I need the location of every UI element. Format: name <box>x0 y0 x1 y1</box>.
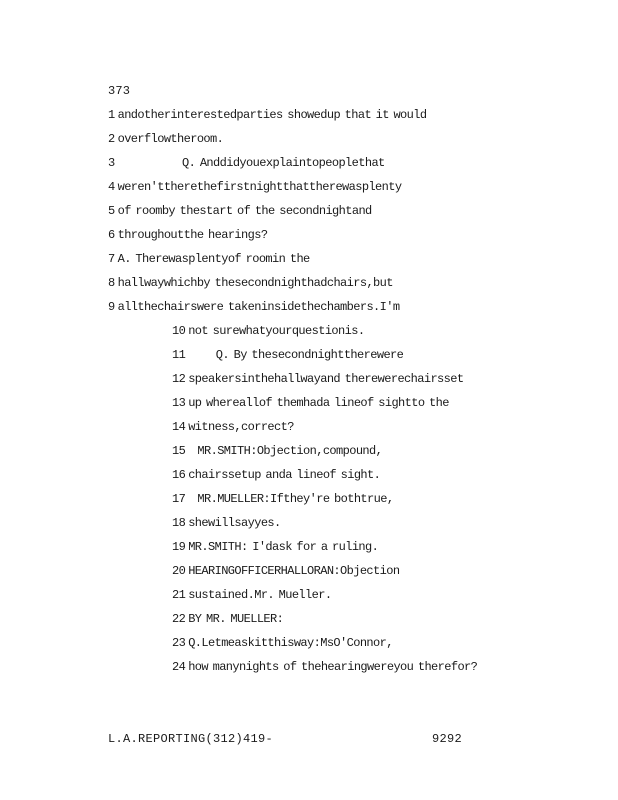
transcript-line <box>172 347 403 363</box>
transcript-line <box>172 563 399 579</box>
line-number: 19 <box>172 540 186 554</box>
transcript-line <box>172 323 364 339</box>
transcript-line <box>172 371 463 387</box>
transcript-line <box>108 131 223 147</box>
transcript-line <box>172 611 283 627</box>
transcript-line <box>172 419 294 435</box>
line-number: 12 <box>172 372 186 386</box>
reporter-phone-suffix: 9292 <box>432 732 463 746</box>
reporter-footer: L.A.REPORTING(312)419- <box>108 732 274 746</box>
line-number: 14 <box>172 420 186 434</box>
line-text: of roomby thestart of the secondnightand <box>117 204 372 218</box>
line-text: MR.MUELLER:Ifthey're bothtrue, <box>188 492 394 506</box>
line-number: 24 <box>172 660 186 674</box>
line-number: 22 <box>172 612 186 626</box>
transcript-line <box>172 659 477 675</box>
line-text: shewillsayyes. <box>188 516 281 530</box>
line-text: HEARINGOFFICERHALLORAN:Objection <box>188 564 400 578</box>
line-number: 16 <box>172 468 186 482</box>
line-number: 6 <box>108 228 115 242</box>
line-number: 13 <box>172 396 186 410</box>
line-number: 5 <box>108 204 115 218</box>
line-number: 9 <box>108 300 115 314</box>
transcript-line <box>172 539 378 555</box>
transcript-line <box>172 443 382 459</box>
line-text: MR.SMITH:Objection,compound, <box>188 444 383 458</box>
line-text: Q.Letmeaskitthisway:MsO'Connor, <box>188 636 393 650</box>
transcript-line <box>108 275 393 291</box>
line-number: 18 <box>172 516 186 530</box>
line-text: Q. Anddidyouexplaintopeoplethat <box>117 156 385 170</box>
line-number: 20 <box>172 564 186 578</box>
line-number: 8 <box>108 276 115 290</box>
line-number: 21 <box>172 588 186 602</box>
line-text: how manynights of thehearingwereyou therefor? <box>188 660 478 674</box>
line-number: 4 <box>108 180 115 194</box>
transcript-line <box>108 155 385 171</box>
line-text: andotherinterestedparties showedup that it would <box>117 108 427 122</box>
transcript-line <box>108 107 426 123</box>
line-number: 3 <box>108 156 115 170</box>
line-text: allthechairswere takeninsidethechambers.I'm <box>117 300 400 314</box>
line-number: 7 <box>108 252 115 266</box>
line-text: MR.SMITH: I'dask for a ruling. <box>188 540 379 554</box>
line-text: throughoutthe hearings? <box>117 228 268 242</box>
line-text: BY MR. MUELLER: <box>188 612 284 626</box>
line-number: 17 <box>172 492 186 506</box>
transcript-line <box>108 179 401 195</box>
line-number: 11 <box>172 348 186 362</box>
line-text: speakersinthehallwayand therewerechairsset <box>188 372 464 386</box>
line-number: 23 <box>172 636 186 650</box>
line-number: 10 <box>172 324 186 338</box>
transcript-line <box>172 587 331 603</box>
page-number: 373 <box>108 84 131 98</box>
transcript-line <box>108 203 372 219</box>
line-number: 1 <box>108 108 115 122</box>
line-text: A. Therewasplentyof roomin the <box>117 252 310 266</box>
transcript-line <box>172 395 449 411</box>
transcript-line <box>172 467 380 483</box>
line-text: witness,correct? <box>188 420 294 434</box>
transcript-line <box>108 251 310 267</box>
line-text: up whereallof themhada lineof sightto the <box>188 396 449 410</box>
transcript-line <box>108 227 267 243</box>
line-text: weren'ttherethefirstnightthattherewasplenty <box>117 180 402 194</box>
line-text: not surewhatyourquestionis. <box>188 324 365 338</box>
line-text: chairssetup anda lineof sight. <box>188 468 381 482</box>
transcript-line <box>172 491 393 507</box>
line-text: Q. By thesecondnighttherewere <box>188 348 404 362</box>
transcript-line <box>172 515 281 531</box>
line-number: 15 <box>172 444 186 458</box>
transcript-line <box>108 299 399 315</box>
line-text: overflowtheroom. <box>117 132 224 146</box>
line-text: hallwaywhichby thesecondnighthadchairs,but <box>117 276 393 290</box>
line-number: 2 <box>108 132 115 146</box>
line-text: sustained.Mr. Mueller. <box>188 588 332 602</box>
transcript-line <box>172 635 393 651</box>
